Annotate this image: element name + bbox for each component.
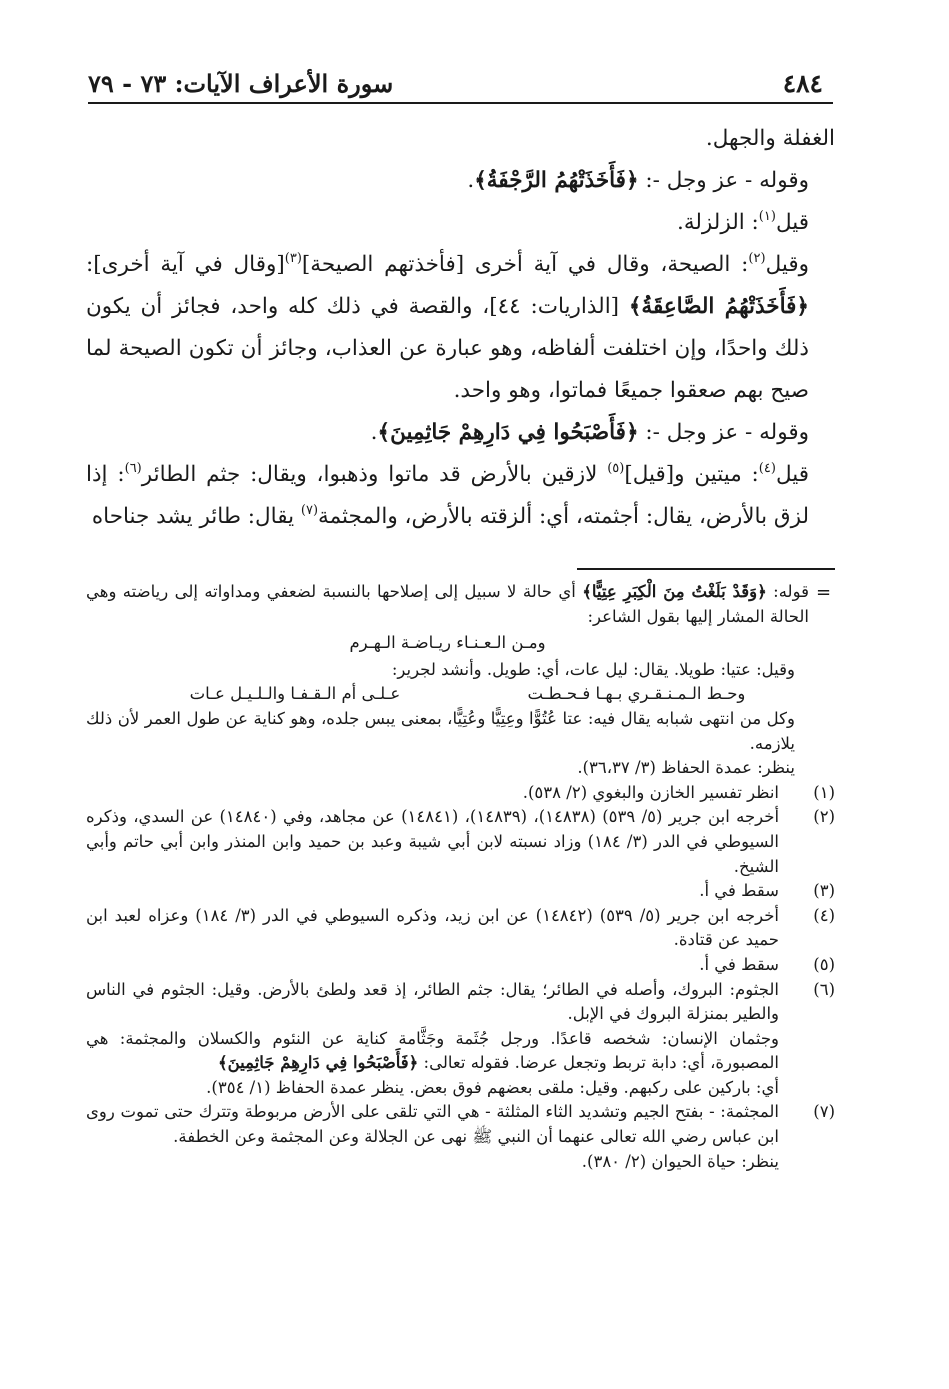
footnote-continuation: ينظر: حياة الحيوان (٢/ ٣٨٠). [581, 1151, 779, 1171]
footnote-text: سقط في أ. [699, 954, 779, 974]
main-text [86, 118, 835, 538]
header-rule [88, 102, 833, 104]
continuation-mark: = [816, 582, 832, 603]
body-paragraph-6: قيل$^{(٤)}$: ميتين و[قيل]$^{(٥)}$ لازقين بالأرض قد ماتوا وذهبوا، ويقال: جثم الطائر$^{(٦)}$: إذا لزق بالأرض، يقال: أجثمته، أي: ألزقته بالأرض، والمجثمة$^{(٧)}$ يقال: طائر يشد جناحاه [86, 461, 809, 529]
footnote-continuation: وقيل: عتيا: طويلا. يقال: ليل عات، أي: طويل. وأنشد لجرير: [391, 659, 795, 679]
page-number: ٤٨٤ [782, 69, 823, 98]
footnote-item [86, 1100, 835, 1149]
footnote-item [86, 953, 835, 978]
running-head: سورة الأعراف الآيات: ٧٣ - ٧٩ [88, 69, 394, 98]
footnote-separator [577, 568, 835, 570]
verse-hemistich: وحـط الـمـنـقـري بـهـا فـحـطـت [527, 684, 746, 704]
footnote-number: (٢) [813, 807, 835, 827]
footnote-continuation: قوله: ﴿وَقَدْ بَلَغْتُ مِنَ الْكِبَرِ عِتِيًّا﴾ أي حالة لا سبيل إلى إصلاحها بالنسبة لضعفي ومداواته إلى رياضته وهي الحالة المشار إليها بقول الشاعر: [86, 582, 809, 626]
footnote-ref[interactable]: (١) [758, 209, 776, 224]
footnote-continuation: وكل من انتهى شبابه يقال فيه: عتا عُتُوًّا وعِتِيًّا وعُتِيًّا، بمعنى يبس جلده، وهو كناية عن طول العمر لأن ذلك يلازمه. [86, 708, 795, 753]
poetry-verse: ومـن الـعـنـاء ريـاضـة الـهـرم [349, 633, 546, 653]
footnote-continuation: أي: باركين على ركبهم. وقيل: ملقى بعضهم فوق بعض. ينظر عمدة الحفاظ (١/ ٣٥٤). [206, 1077, 779, 1097]
footnote-ref[interactable]: (٦) [124, 461, 142, 476]
footnote-text: الجثوم: البروك، وأصله في الطائر؛ يقال: جثم الطائر، إذ قعد ولطئ بالأرض. وقيل: الجثوم في الناس والطير بمنزلة البروك في الإبل. [86, 979, 779, 1024]
quran-verse: ﴿فَأَخَذَتْهُمُ الصَّاعِقَةُ﴾ [628, 294, 809, 319]
footnote-continuation: وجثمان الإنسان: شخصه قاعدًا. ورجل جُثَمة وجَثَّامة كناية عن النئوم والكسلان والمجثمة: هي المصبورة، أي: دابة تربط وتجعل عرضا. فقوله تعالى: ﴿فَأَصْبَحُوا فِي دَارِهِمْ جَاثِمِينَ﴾ [86, 1028, 779, 1073]
verse-hemistich: عـلـى أم الـقـفـا والـلـيـل عـات [189, 684, 401, 704]
body-line-5: وقوله - عز وجل -: ﴿فَأَصْبَحُوا فِي دَارِهِمْ جَاثِمِينَ﴾. [370, 420, 809, 445]
footnote-ref[interactable]: (٤) [758, 461, 776, 476]
footnote-number: (٦) [813, 979, 835, 999]
footnote-number: (٣) [813, 881, 835, 901]
footnote-text: أخرجه ابن جرير (٥/ ٥٣٩) (١٤٨٣٨)، (١٤٨٣٩)، (١٤٨٤١) عن مجاهد، وفي (١٤٨٤٠) عن السدي، وذكره السيوطي في الدر (٣/ ١٨٤) وزاد نسبته لابن أبي شيبة وعبد بن حميد وابن المنذر وابن أبي حاتم وأبي الشيخ. [86, 807, 780, 876]
poetry-verse [86, 682, 809, 707]
footnote-ref[interactable]: (٧) [300, 503, 319, 518]
footnote-ref[interactable]: (٣) [284, 251, 302, 266]
footnote-ref[interactable]: (٢) [748, 251, 766, 266]
footnote-ref[interactable]: (٥) [607, 461, 625, 476]
footnote-item [86, 781, 835, 806]
quran-verse: ﴿وَقَدْ بَلَغْتُ مِنَ الْكِبَرِ عِتِيًّا﴾ [582, 582, 767, 601]
footnote-number: (٥) [813, 954, 835, 974]
body-line-1: الغفلة والجهل. [705, 126, 835, 151]
footnote-text: انظر تفسير الخازن والبغوي (٢/ ٥٣٨). [522, 782, 779, 802]
quran-verse: ﴿فَأَصْبَحُوا فِي دَارِهِمْ جَاثِمِينَ﴾ [377, 420, 639, 445]
footnote-number: (٤) [813, 905, 835, 925]
footnote-text: أخرجه ابن جرير (٥/ ٥٣٩) (١٤٨٤٢) عن ابن زيد، وذكره السيوطي في الدر (٣/ ١٨٤) وعزاه لعبد ابن حميد عن قتادة. [86, 905, 779, 950]
footnotes-section [86, 580, 835, 1174]
body-paragraph-4: وقيل$^{(٢)}$: الصيحة، وقال في آية أخرى [فأخذتهم الصيحة]$^{(٣)}$[وقال في آية أخرى]: ﴿فَأَخَذَتْهُمُ الصَّاعِقَةُ﴾ [الذاريات: ٤٤]، والقصة في ذلك كله واحد، فجائز أن يكون ذلك واحدًا، وإن اختلفت ألفاظه، وهو عبارة عن العذاب، وجائز أن تكون الصيحة لما صيح بهم صعقوا جميعًا فماتوا، وهو واحد. [86, 251, 809, 403]
footnote-continuation: ينظر: عمدة الحفاظ (٣/ ٣٦،٣٧). [577, 758, 795, 778]
body-line-3: قيل$^{(١)}$: الزلزلة. [677, 209, 809, 235]
footnote-number: (٧) [813, 1102, 835, 1122]
footnote-number: (١) [813, 782, 835, 802]
quran-verse: ﴿فَأَخَذَتْهُمُ الرَّجْفَةُ﴾ [474, 168, 639, 193]
footnote-item [86, 978, 835, 1027]
quran-verse: ﴿فَأَصْبَحُوا فِي دَارِهِمْ جَاثِمِينَ﴾ [217, 1053, 419, 1073]
page-header [88, 58, 823, 98]
body-line-2: وقوله - عز وجل -: ﴿فَأَخَذَتْهُمُ الرَّجْفَةُ﴾. [467, 168, 809, 193]
footnote-item [86, 805, 835, 879]
footnote-item [86, 904, 835, 953]
footnote-text: سقط في أ. [699, 881, 779, 901]
footnote-text: المجثمة: - بفتح الجيم وتشديد الثاء المثلثة - هي التي تلقى على الأرض مربوطة وتترك حتى تموت روى ابن عباس رضي الله تعالى عنهما أن النبي ﷺ نهى عن الجلالة وعن المجثمة وعن الخطفة. [86, 1102, 779, 1147]
footnote-item [86, 879, 835, 904]
